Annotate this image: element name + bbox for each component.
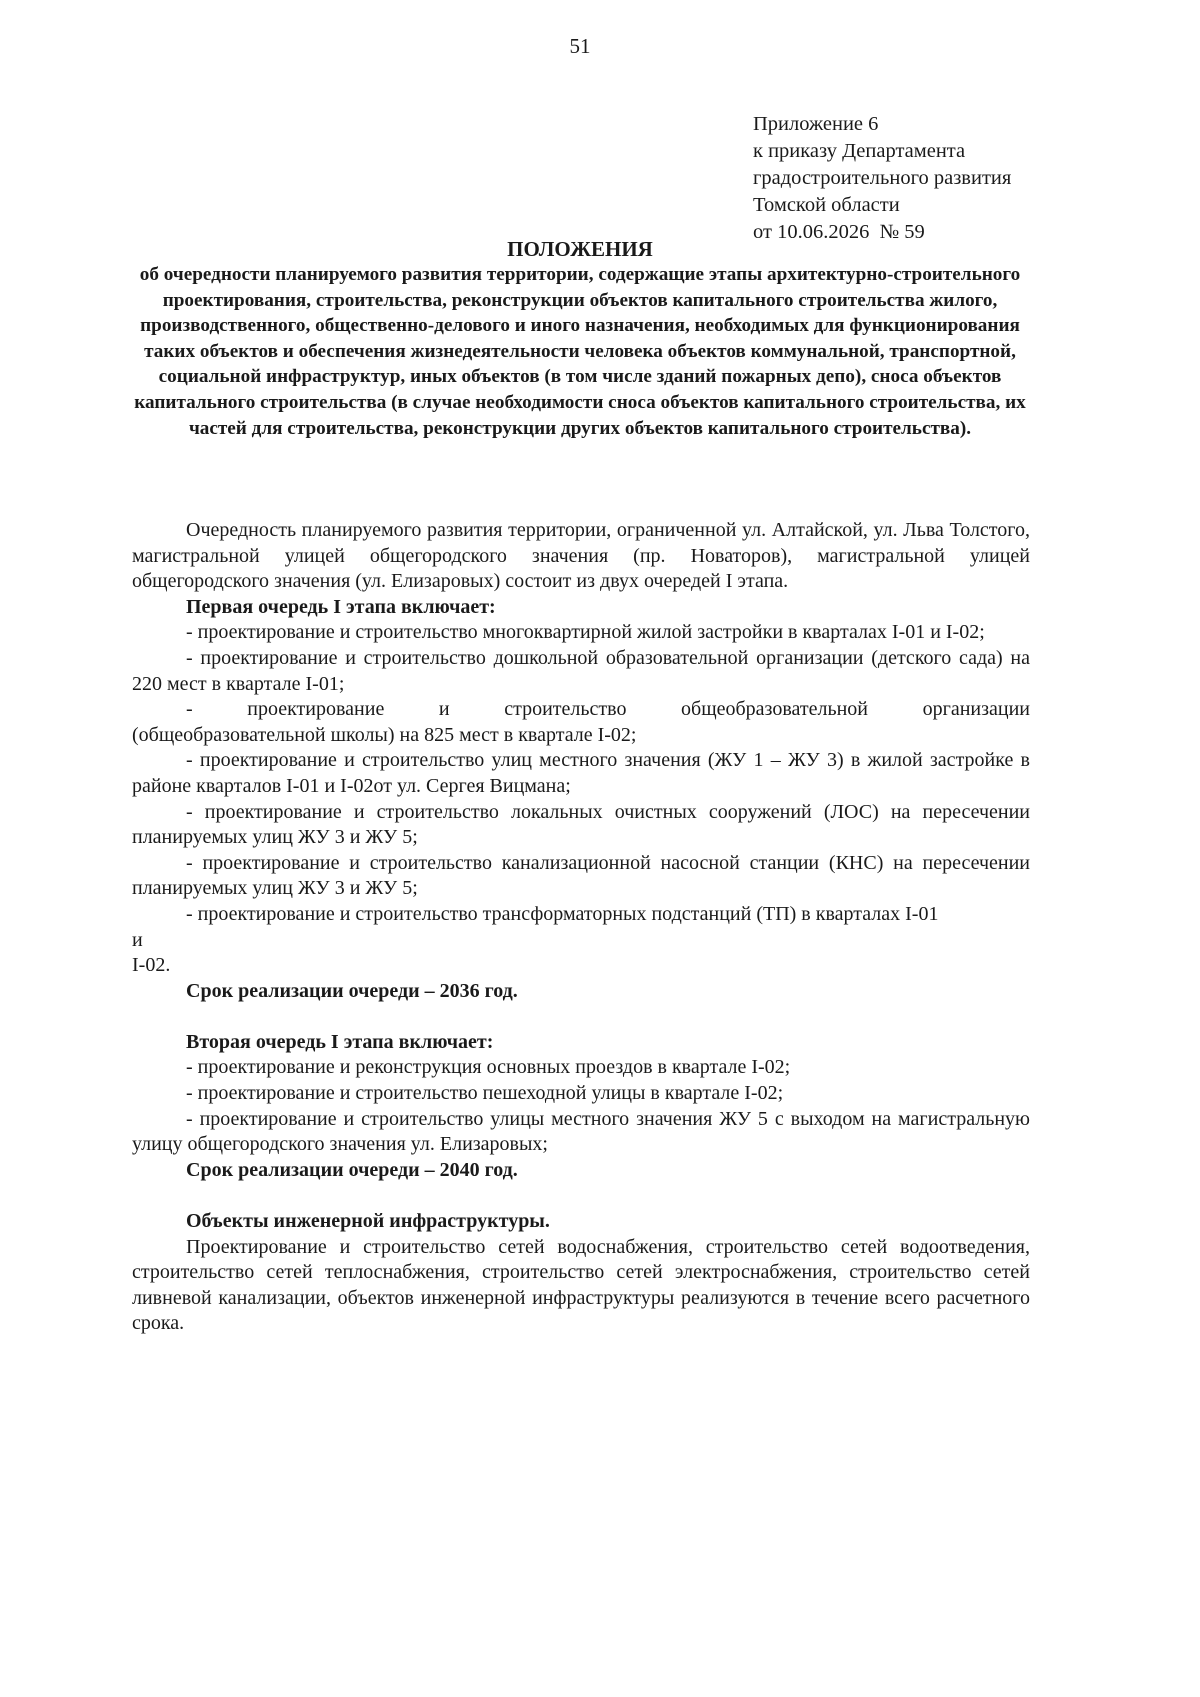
- list-item: - проектирование и строительство улиц местного значения (ЖУ 1 – ЖУ 3) в жилой застройке в районе кварталов I-01 и I-02от ул. Сергея Вицмана;: [132, 749, 1030, 797]
- page-number: 51: [569, 34, 591, 58]
- list-item: - проектирование и строительство улицы местного значения ЖУ 5 с выходом на магистральную улицу общегородского значения ул. Елизаровых;: [132, 1107, 1030, 1156]
- list-item: - проектирование и строительство локальных очистных сооружений (ЛОС) на пересечении планируемых улиц ЖУ 3 и ЖУ 5;: [132, 800, 1030, 849]
- stage1-deadline: Срок реализации очереди – 2036 год.: [186, 979, 518, 1002]
- document-body: [132, 518, 1035, 1337]
- list-item-continuation: и: [132, 928, 143, 951]
- appendix-line: от 10.06.2026 № 59: [753, 221, 925, 243]
- intro-paragraph: Очередность планируемого развития территории, ограниченной ул. Алтайской, ул. Льва Толстого, магистральной улицей общегородского значения (пр. Новаторов), магистральной улицей общегородского значения (ул. Елизаровых) состоит из двух очередей I этапа.: [132, 519, 1030, 593]
- appendix-line: Приложение 6: [753, 113, 879, 135]
- appendix-line: Томской области: [753, 194, 900, 216]
- list-item: - проектирование и строительство общеобразовательной организации (общеобразовательной школы) на 825 мест в квартале I-02;: [132, 698, 1035, 746]
- list-item: - проектирование и строительство пешеходной улицы в квартале I-02;: [186, 1082, 784, 1105]
- list-item: - проектирование и строительство дошкольной образовательной организации (детского сада) на 220 мест в квартале I-01;: [132, 646, 1030, 695]
- engineering-paragraph: Проектирование и строительство сетей водоснабжения, строительство сетей водоотведения, строительство сетей теплоснабжения, строительство сетей электроснабжения, строительство сетей ливневой канализации, объектов инженерной инфраструктуры реализуются в течение всего расчетного срока.: [132, 1235, 1030, 1335]
- spacer: [132, 1183, 1030, 1209]
- stage2-heading: Вторая очередь I этапа включает:: [186, 1030, 494, 1053]
- list-item: - проектирование и строительство канализационной насосной станции (КНС) на пересечении планируемых улиц ЖУ 3 и ЖУ 5;: [132, 851, 1030, 900]
- stage1-heading: Первая очередь I этапа включает:: [186, 595, 496, 618]
- list-item-continuation: I-02.: [132, 954, 171, 977]
- stage2-deadline: Срок реализации очереди – 2040 год.: [186, 1158, 518, 1181]
- appendix-line: градостроительного развития: [753, 167, 1012, 189]
- appendix-block: [753, 111, 1011, 246]
- document-title: ПОЛОЖЕНИЯ: [507, 237, 653, 261]
- list-item: - проектирование и строительство трансформаторных подстанций (ТП) в кварталах I-01: [186, 902, 939, 925]
- appendix-line: к приказу Департамента: [753, 140, 966, 162]
- spacer: [132, 1004, 1030, 1030]
- list-item: - проектирование и реконструкция основных проездов в квартале I-02;: [186, 1056, 791, 1079]
- list-item: - проектирование и строительство многоквартирной жилой застройки в кварталах I-01 и I-02;: [186, 621, 985, 644]
- document-subtitle: об очередности планируемого развития территории, содержащие этапы архитектурно-строительного проектирования, строительства, реконструкции объектов капитального строительства жилого, производственного, общественно-делового и иного назначения, необходимых для функционирования таких объектов и обеспечения жизнедеятельности человека объектов коммунальной, транспортной, социальной инфраструктур, иных объектов (в том числе зданий пожарных депо), сноса объектов капитального строительства (в случае необходимости сноса объектов капитального строительства, их частей для строительства, реконструкции других объектов капитального строительства).: [134, 264, 1026, 439]
- engineering-heading: Объекты инженерной инфраструктуры.: [186, 1210, 550, 1233]
